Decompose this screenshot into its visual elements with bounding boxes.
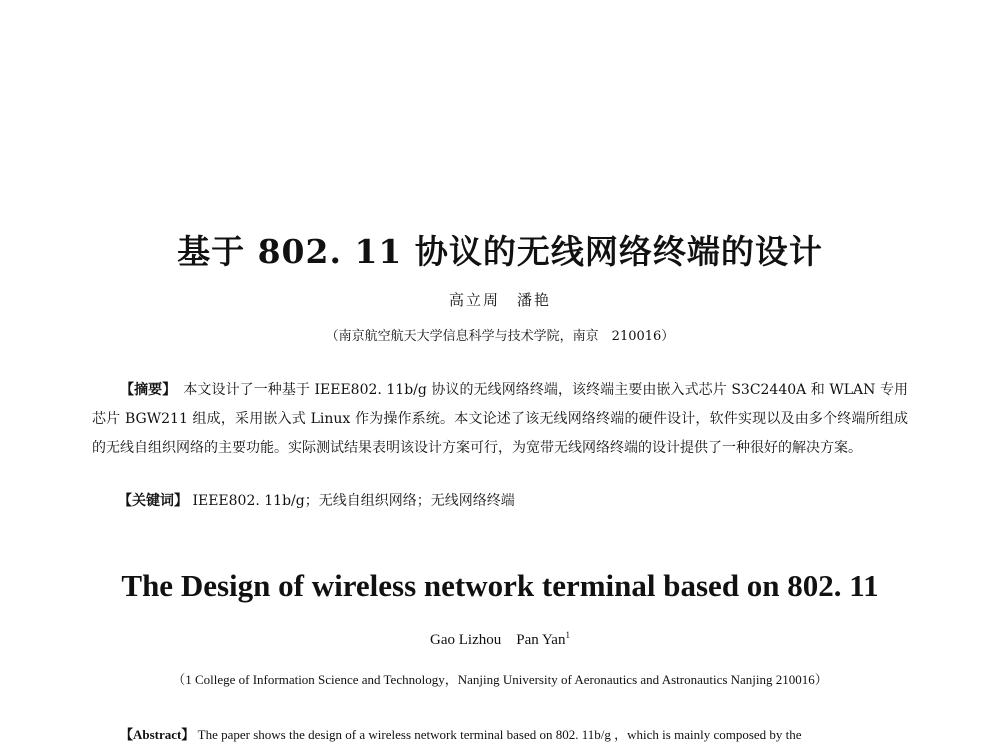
english-abstract-label: 【Abstract】: [120, 727, 195, 742]
chinese-abstract-text: 本文设计了一种基于 IEEE802. 11b/g 协议的无线网络终端，该终端主要由嵌入式芯片 S3C2440A 和 WLAN 专用芯片 BGW211 组成，采用嵌入式 Linux 作为操作系统。本文论述了该无线网络终端的硬件设计，软件实现以及由多个终端所组成的无线自组织网络的主要功能。实际测试结果表明该设计方案可行，为宽带无线网络终端的设计提供了一种很好的解决方案。: [92, 382, 909, 456]
chinese-keywords-label: 【关键词】: [118, 493, 188, 509]
chinese-abstract-label: 【摘要】: [120, 382, 170, 398]
english-affiliation: （1 College of Information Science and Technology，Nanjing University of Aeronautics and Astronautics Nanjing 210016）: [172, 672, 828, 687]
english-title: The Design of wireless network terminal based on 802. 11: [121, 568, 879, 603]
chinese-affiliation: （南京航空航天大学信息科学与技术学院，南京 210016）: [325, 329, 675, 344]
english-authors: [0, 628, 1000, 649]
chinese-title: 基于 802. 11 协议的无线网络终端的设计: [177, 232, 823, 271]
english-abstract-text: The paper shows the design of a wireless network terminal based on 802. 11b/g ，which is mainly composed by the: [197, 727, 802, 742]
chinese-authors: 高立周 潘艳: [448, 291, 551, 309]
english-authors-text: Gao Lizhou Pan Yan: [430, 632, 566, 648]
chinese-abstract: [92, 376, 908, 463]
chinese-keywords-text: IEEE802. 11b/g；无线自组织网络；无线网络终端: [192, 493, 515, 509]
chinese-keywords: [118, 490, 515, 510]
author-affiliation-marker: 1: [565, 630, 570, 640]
english-abstract: [120, 724, 910, 743]
